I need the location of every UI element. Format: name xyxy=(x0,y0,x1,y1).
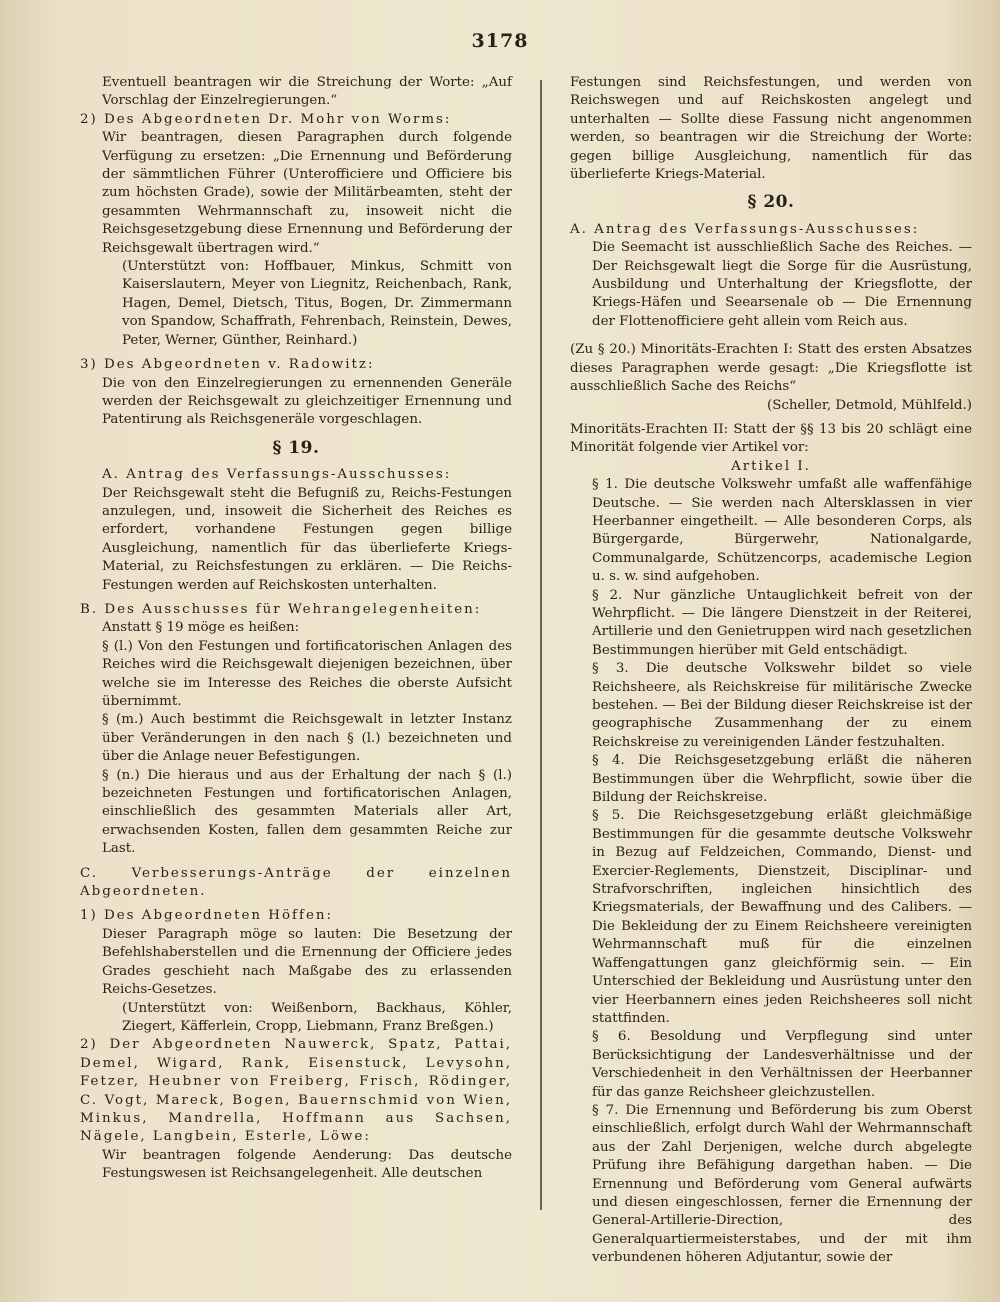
paragraph: § 4. Die Reichsgesetzgebung erläßt die näheren Bestimmungen über die Wehrpflicht, sowie über die Bildung der Reichskreise. xyxy=(592,753,972,806)
supporters: (Unterstützt von: Hoffbauer, Minkus, Schmitt von Kaiserslautern, Meyer von Liegnitz, Reichenbach, Rank, Hagen, Demel, Dietsch, Titus, Bogen, Dr. Zimmermann von Spandow, Schaffrath, Fehrenbach, Reinstein, Dewes, Peter, Werner, Günther, Reinhard.) xyxy=(122,259,512,348)
paragraph: Die von den Einzelregierungen zu ernennenden Generäle werden der Reichsgewalt zu gleichzeitiger Ernennung und Patentirung als Reichsgeneräle vorgeschlagen. xyxy=(102,375,512,428)
amendment-heading: 2) Des Abgeordneten Dr. Mohr von Worms: xyxy=(80,111,452,127)
amendment-heading: 2) Der Abgeordneten Nauwerck, Spatz, Pattai, Demel, Wigard, Rank, Eisenstuck, Levysohn, Fetzer, Heubner von Freiberg, Frisch, Rödinger, C. Vogt, Mareck, Bogen, Bauernschmid von Wien, Minkus, Mandrella, Hoffmann aus Sachsen, Nägele, Langbein, Esterle, Löwe: xyxy=(80,1037,512,1145)
page-number: 3178 xyxy=(471,30,529,52)
subsection-heading: A. Antrag des Verfassungs-Ausschusses: xyxy=(102,467,452,483)
supporters: (Scheller, Detmold, Mühlfeld.) xyxy=(766,397,972,413)
subsection-heading: B. Des Ausschusses für Wehrangelegenheiten: xyxy=(80,601,482,617)
paragraph: Eventuell beantragen wir die Streichung der Worte: „Auf Vorschlag der Einzelregierungen.“ xyxy=(102,75,512,109)
subsection-heading: C. Verbesserungs-Anträge der einzelnen Abgeordneten. xyxy=(80,865,512,900)
paragraph: Anstatt § 19 möge es heißen: xyxy=(102,620,300,636)
paragraph: § (l.) Von den Festungen und fortificatorischen Anlagen des Reiches wird die Reichsgewalt diejenigen bezeichnen, über welche sie im Interesse des Reiches die oberste Aufsicht übernimmt. xyxy=(102,638,512,709)
subsection-heading: A. Antrag des Verfassungs-Ausschusses: xyxy=(570,221,920,237)
amendment-heading: 3) Des Abgeordneten v. Radowitz: xyxy=(80,357,375,373)
paragraph: Der Reichsgewalt steht die Befugniß zu, Reichs-Festungen anzulegen, und, insoweit die Sicherheit des Reiches es erfordert, vorhandene Festungen gegen billige Ausgleichung, namentlich für das überlieferte Kriegs-Material, zu Reichsfestungen zu erklären. — Die Reichs-Festungen werden auf Reichskosten unterhalten. xyxy=(102,485,512,593)
paragraph: § 3. Die deutsche Volkswehr bildet so viele Reichsheere, als Reichskreise für militärische Zwecke bestehen. — Bei der Bildung dieser Reichskreise ist der geographische Zusammenhang der zu einem Reichskreise zu vereinigenden Länder festzuhalten. xyxy=(592,661,972,750)
paragraph: Wir beantragen, diesen Paragraphen durch folgende Verfügung zu ersetzen: „Die Ernennung und Beförderung der sämmtlichen Führer (Unterofficiere und Officiere bis zum höchsten Grade), sowie der Militärbeamten, steht der gesammten Wehrmannschaft zu, insoweit nicht die Reichsgesetzgebung diese Ernennung und Beförderung der Reichsgewalt übertragen wird.“ xyxy=(102,130,512,256)
paragraph: Dieser Paragraph möge so lauten: Die Besetzung der Befehlshaberstellen und die Ernennung der Officiere jedes Grades geschieht nach Maßgabe des zu erlassenden Reichs-Gesetzes. xyxy=(102,926,512,998)
column-divider xyxy=(540,80,542,1210)
paragraph: § 7. Die Ernennung und Beförderung bis zum Oberst einschließlich, erfolgt durch Wahl der Wehrmannschaft aus der Zahl Derjenigen, welche durch abgelegte Prüfung ihre Befähigung dargethan haben. — Die Ernennung und Beförderung vom General aufwärts und diesen eingeschlossen, ferner die Ernennung der General-Artillerie-Direction, des Generalquartiermeisterstabes, und der mit ihm verbundenen höheren Adjutantur, sowie der xyxy=(592,1102,972,1266)
paragraph: Festungen sind Reichsfestungen, und werden von Reichswegen und auf Reichskosten angelegt und unterhalten — Sollte diese Fassung nicht angenommen werden, so beantragen wir die Streichung der Worte: gegen billige Ausgleichung, namentlich für das überlieferte Kriegs-Material. xyxy=(570,75,972,183)
paragraph: § 1. Die deutsche Volkswehr umfaßt alle waffenfähige Deutsche. — Sie werden nach Altersklassen in vier Heerbanner eingetheilt. — Alle besonderen Corps, als Bürgergarde, Bürgerwehr, Nationalgarde, Communalgarde, Schützencorps, academische Legion u. s. w. sind aufgehoben. xyxy=(592,477,972,585)
paragraph: § 6. Besoldung und Verpflegung sind unter Berücksichtigung der Landesverhältnisse und der Verschiedenheit in den Verhältnissen der Heerbanner für das ganze Reichsheer gleichzustellen. xyxy=(592,1029,972,1100)
paragraph: § (n.) Die hieraus und aus der Erhaltung der nach § (l.) bezeichneten Festungen und fortificatorischen Anlagen, einschließlich des gesammten Materials aller Art, erwachsenden Kosten, fallen dem gesammten Reiche zur Last. xyxy=(102,767,512,857)
amendment-heading: 1) Des Abgeordneten Höffen: xyxy=(80,908,334,924)
supporters: (Unterstützt von: Weißenborn, Backhaus, Köhler, Ziegert, Käfferlein, Cropp, Liebmann, Franz Breßgen.) xyxy=(122,1000,512,1034)
article-heading: Artikel I. xyxy=(731,458,811,474)
section-heading: § 20. xyxy=(747,192,795,213)
paragraph: Minoritäts-Erachten II: Statt der §§ 13 bis 20 schlägt eine Minorität folgende vier Artikel vor: xyxy=(570,421,972,456)
left-column xyxy=(80,74,512,1184)
paragraph: Wir beantragen folgende Aenderung: Das deutsche Festungswesen ist Reichsangelegenheit. Alle deutschen xyxy=(102,1147,512,1182)
right-column xyxy=(570,74,972,1268)
section-heading: § 19. xyxy=(272,437,320,458)
paragraph: § (m.) Auch bestimmt die Reichsgewalt in letzter Instanz über Veränderungen in den nach § (l.) bezeichneten und über die Anlage neuer Befestigungen. xyxy=(102,712,512,765)
paragraph: § 5. Die Reichsgesetzgebung erläßt gleichmäßige Bestimmungen für die gesammte deutsche Volkswehr in Bezug auf Feldzeichen, Commando, Dienst- und Exercier-Reglements, Dienstzeit, Disciplinar- und Strafvorschriften, ingleichen hinsichtlich des Kriegsmaterials, der Bewaffnung und des Calibers. — Die Bekleidung der zu Einem Reichsheere vereinigten Wehrmannschaft muß für die einzelnen Waffengattungen ganz gleichförmig sein. — Ein Unterschied der Bekleidung und Ausrüstung unter den vier Heerbannern eines jeden Reichsheeres soll nicht stattfinden. xyxy=(592,808,972,1026)
paragraph: (Zu § 20.) Minoritäts-Erachten I: Statt des ersten Absatzes dieses Paragraphen werde gesagt: „Die Kriegsflotte ist ausschließlich Sache des Reichs“ xyxy=(570,342,972,395)
paragraph: Die Seemacht ist ausschließlich Sache des Reiches. — Der Reichsgewalt liegt die Sorge für die Ausrüstung, Ausbildung und Unterhaltung der Kriegsflotte, der Kriegs-Häfen und Seearsenale ob — Die Ernennung der Flottenofficiere geht allein vom Reich aus. xyxy=(592,240,972,329)
paragraph: § 2. Nur gänzliche Untauglichkeit befreit von der Wehrpflicht. — Die längere Dienstzeit in der Reiterei, Artillerie und den Genietruppen wird nach gesetzlichen Bestimmungen hierüber mit Geld entschädigt. xyxy=(592,587,972,658)
